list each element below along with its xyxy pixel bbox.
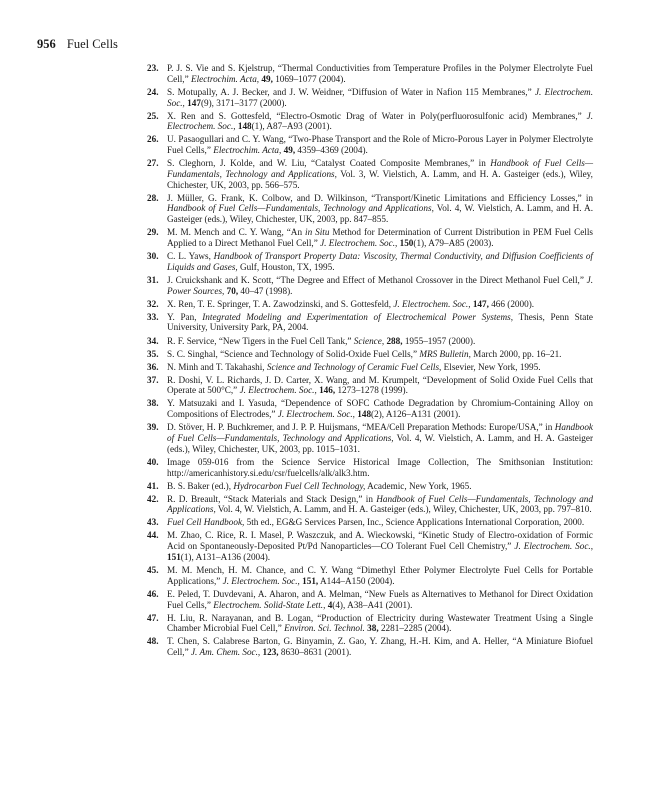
reference-text: S. Cleghorn, J. Kolde, and W. Liu, “Catalyst Coated Composite Membranes,” in (167, 158, 491, 169)
reference-title-italic: J. Power Sources, (167, 274, 593, 296)
reference-number: 28. (147, 192, 159, 203)
reference-number: 34. (147, 335, 159, 346)
reference-list (147, 63, 593, 660)
reference-number: 38. (147, 398, 159, 409)
reference-item (147, 589, 593, 611)
reference-text: 40–47 (1998). (238, 285, 293, 296)
reference-item (147, 111, 593, 133)
reference-item (147, 362, 593, 373)
reference-title-italic: Handbook of Transport Property Data: Viscosity, Thermal Conductivity, and Diffusion Coefficients of Liquids and Gases, (167, 251, 593, 272)
reference-text: Vol. 3, W. Vielstich, A. Lamm, and H. A. Gasteiger (eds.), Wiley, Chichester, UK, 2003, pp. 566–575. (167, 168, 593, 190)
reference-text: Vol. 4, W. Vielstich, A. Lamm, and H. A. Gasteiger (eds.), Wiley, Chichester, UK, 2003, pp. 1015–1031. (167, 433, 594, 454)
reference-text: Gulf, Houston, TX, 1995. (237, 261, 335, 272)
reference-text: B. S. Baker (ed.), (167, 480, 234, 491)
reference-text: M. M. Mench and C. Y. Wang, “An (167, 227, 306, 238)
reference-volume: 148 (357, 409, 372, 420)
reference-volume: 151, (302, 575, 319, 586)
reference-text: H. Liu, R. Narayanan, and B. Logan, “Production of Electricity during Wastewater Treatment Using a Single Chamber Microbial Fuel Cell,” (167, 612, 593, 634)
reference-item (147, 481, 593, 492)
reference-volume: 150 (399, 238, 414, 249)
reference-text: J. Müller, G. Frank, K. Colbow, and D. Wilkinson, “Transport/Kinetic Limitations and Efficiency Losses,” in (167, 192, 593, 203)
reference-text: M. Zhao, C. Rice, R. I. Masel, P. Waszczuk, and A. Wieckowski, “Kinetic Study of Electro-oxidation of Formic Acid on Spontaneously-Deposited Pt/Pd Nanoparticles—CO Tolerant Fuel Cell Chemistry,” (167, 530, 593, 552)
reference-text: Thesis, Penn State University, University Park, PA, 2004. (167, 311, 593, 333)
page-number: 956 (37, 37, 56, 51)
reference-item (147, 251, 593, 273)
reference-text: T. Chen, S. Calabrese Barton, G. Binyamin, Z. Gao, Y. Zhang, H.-H. Kim, and A. Heller, “A Miniature Biofuel Cell,” (167, 636, 593, 658)
reference-number: 37. (147, 374, 159, 385)
reference-text: (9), 3171–3177 (2000). (200, 97, 287, 108)
reference-title-italic: Science, (353, 335, 385, 346)
reference-number: 27. (147, 158, 159, 169)
reference-volume: 147 (187, 97, 201, 108)
reference-title-italic: Science and Technology of Ceramic Fuel Cells, (266, 361, 442, 372)
reference-text: 1273–1278 (1999). (335, 385, 408, 396)
reference-title-italic: J. Electrochem. Soc., (277, 409, 355, 420)
reference-number: 32. (147, 298, 159, 309)
reference-title-italic: Fuel Cell Handbook, (167, 517, 245, 528)
reference-title-italic: Environ. Sci. Technol. (284, 623, 365, 634)
reference-number: 24. (147, 86, 159, 97)
reference-text: 8630–8631 (2001). (278, 647, 352, 658)
reference-title-italic: Handbook of Fuel Cells—Fundamentals, Technology and Applications, (167, 493, 593, 515)
reference-item (147, 158, 593, 190)
reference-title-italic: J. Electrochem. Soc., (222, 575, 300, 586)
running-title: Fuel Cells (66, 37, 118, 51)
reference-item (147, 134, 593, 156)
reference-title-italic: MRS Bulletin, (419, 348, 471, 359)
reference-text: Vol. 4, W. Vielstich, A. Lamm, and H. A. Gasteiger (eds.), Wiley, Chichester, UK, 2003, pp. 797–810. (215, 504, 592, 515)
reference-text: S. C. Singhal, “Science and Technology of Solid-Oxide Fuel Cells,” (167, 348, 420, 359)
reference-text: 2281–2285 (2004). (378, 623, 452, 634)
reference-text: (1), A79–A85 (2003). (413, 238, 494, 249)
reference-title-italic: in Situ (305, 227, 330, 238)
reference-text: P. J. S. Vie and S. Kjelstrup, “Thermal Conductivities from Temperature Profiles in the Polymer Electrolyte Fuel Cell,” (167, 63, 593, 84)
reference-number: 46. (147, 588, 159, 599)
reference-number: 30. (147, 251, 159, 262)
reference-number: 23. (147, 63, 159, 73)
reference-volume: 288, (386, 335, 403, 346)
reference-text: 1069–1077 (2004). (272, 73, 346, 84)
reference-title-italic: J. Electrochem. Soc., (167, 110, 593, 132)
reference-number: 41. (147, 480, 159, 491)
reference-volume: 148 (237, 121, 252, 132)
reference-item (147, 530, 593, 562)
reference-number: 48. (147, 636, 159, 647)
reference-number: 39. (147, 422, 159, 433)
reference-text: Elsevier, New York, 1995. (441, 361, 541, 372)
reference-item (147, 398, 593, 420)
reference-title-italic: J. Electrochem. Soc., (393, 298, 471, 309)
reference-volume: 49, (283, 145, 296, 156)
reference-text: Y. Pan, (167, 311, 203, 322)
reference-number: 29. (147, 227, 159, 238)
reference-item (147, 422, 593, 454)
reference-text: N. Minh and T. Takahashi, (167, 361, 267, 372)
reference-text: U. Pasaogullari and C. Y. Wang, “Two-Phase Transport and the Role of Micro-Porous Layer in Polymer Electrolyte Fuel Cells,” (167, 134, 593, 156)
reference-item (147, 193, 593, 225)
reference-item (147, 375, 593, 397)
reference-item (147, 494, 593, 516)
reference-item (147, 87, 593, 109)
reference-item (147, 227, 593, 249)
reference-item (147, 299, 593, 310)
reference-text: R. F. Service, “New Tigers in the Fuel Cell Tank,” (167, 335, 354, 346)
reference-text: Image 059-016 from the Science Service Historical Image Collection, The Smithsonian Institution: http://americanhistory.si.edu/csr/fuelcells/alk/alk3.htm. (167, 456, 593, 478)
reference-item (147, 457, 593, 479)
reference-item (147, 565, 593, 587)
reference-text: Method for Determination of Current Distribution in PEM Fuel Cells Applied to a Direct Methanol Fuel Cell,” (167, 227, 593, 249)
reference-title-italic: Hydrocarbon Fuel Cell Technology, (233, 480, 366, 491)
reference-number: 42. (147, 493, 159, 504)
reference-item (147, 636, 593, 658)
reference-volume: 123, (262, 647, 279, 658)
reference-number: 25. (147, 110, 159, 121)
reference-item (147, 349, 593, 360)
reference-number: 40. (147, 456, 159, 467)
reference-title-italic: Integrated Modeling and Experimentation of Electrochemical Power Systems, (202, 311, 514, 322)
reference-item (147, 312, 593, 334)
reference-item (147, 275, 593, 297)
reference-text: (1), A131–A136 (2004). (180, 551, 271, 562)
reference-title-italic: J. Electrochem. Soc., (320, 238, 398, 249)
reference-number: 47. (147, 612, 159, 623)
reference-title-italic: J. Electrochem. Soc., (514, 541, 593, 552)
reference-text: X. Ren and S. Gottesfeld, “Electro-Osmotic Drag of Water in Poly(perfluorosulfonic acid) Membranes,” (167, 110, 587, 121)
reference-item (147, 613, 593, 635)
reference-title-italic: Handbook of Fuel Cells—Fundamentals, Technology and Applications, (167, 203, 434, 214)
reference-title-italic: Electrochim. Acta, (190, 73, 260, 84)
reference-text: R. Doshi, V. L. Richards, J. D. Carter, X. Wang, and M. Krumpelt, “Development of Solid Oxide Fuel Cells that Operate at 500°C,” (167, 374, 593, 396)
reference-text: 5th ed., EG&G Services Parsen, Inc., Science Applications International Corporation, 2000. (244, 517, 585, 528)
reference-text: 4359–4369 (2004). (295, 145, 368, 156)
reference-text: M. M. Mench, H. M. Chance, and C. Y. Wang “Dimethyl Ether Polymer Electrolyte Fuel Cells for Portable Applications,” (167, 565, 593, 586)
reference-volume: 70, (226, 285, 239, 296)
reference-volume: 4 (327, 599, 333, 610)
reference-volume: 38, (367, 623, 379, 634)
reference-title-italic: Handbook of Fuel Cells—Fundamentals, Technology and Applications, (167, 158, 593, 179)
reference-text: X. Ren, T. E. Springer, T. A. Zawodzinski, and S. Gottesfeld, (167, 298, 394, 309)
reference-number: 33. (147, 311, 159, 322)
reference-text: Vol. 4, W. Vielstich, A. Lamm, and H. A. Gasteiger (eds.), Wiley, Chichester, UK, 2003, pp. 847–855. (167, 203, 593, 225)
reference-number: 31. (147, 274, 159, 285)
reference-title-italic: J. Am. Chem. Soc., (190, 647, 261, 658)
reference-text: Y. Matsuzaki and I. Yasuda, “Dependence of SOFC Cathode Degradation by Chromium-Containing Alloy on Compositions of Electrodes,” (167, 398, 593, 420)
reference-title-italic: Electrochim. Acta, (213, 145, 282, 156)
reference-text: 1955–1957 (2000). (402, 335, 476, 346)
reference-volume: 146, (319, 385, 336, 396)
reference-number: 45. (147, 565, 159, 576)
reference-item (147, 63, 593, 85)
reference-text: J. Cruickshank and K. Scott, “The Degree and Effect of Methanol Crossover in the Direct Methanol Fuel Cell,” (167, 274, 587, 285)
reference-text: E. Peled, T. Duvdevani, A. Aharon, and A. Melman, “New Fuels as Alternatives to Methanol for Direct Oxidation Fuel Cells,” (167, 588, 593, 610)
reference-volume: 147, (472, 298, 489, 309)
reference-volume: 151 (167, 551, 181, 562)
reference-volume: 49, (261, 73, 273, 84)
reference-number: 44. (147, 530, 159, 541)
reference-text: D. Stöver, H. P. Buchkremer, and J. P. P. Huijsmans, “MEA/Cell Preparation Methods: Europe/USA,” in (167, 422, 555, 433)
reference-text: (4), A38–A41 (2001). (332, 599, 413, 610)
reference-text: (2), A126–A131 (2001). (371, 409, 461, 420)
reference-title-italic: Electrochem. Solid-State Lett., (213, 599, 326, 610)
reference-text: S. Motupally, A. J. Becker, and J. W. Weidner, “Diffusion of Water in Nafion 115 Membranes,” (167, 86, 535, 97)
reference-text: 466 (2000). (488, 298, 535, 309)
reference-text: A144–A150 (2004). (318, 575, 395, 586)
reference-number: 35. (147, 348, 159, 359)
reference-text: March 2000, pp. 16–21. (470, 348, 562, 359)
reference-number: 43. (147, 517, 159, 528)
reference-title-italic: Handbook of Fuel Cells—Fundamentals, Technology and Applications, (167, 422, 593, 443)
reference-number: 26. (147, 134, 159, 145)
reference-item (147, 336, 593, 347)
running-head (37, 37, 118, 52)
reference-title-italic: J. Electrochem. Soc., (167, 86, 593, 108)
reference-text: Academic, New York, 1965. (365, 480, 472, 491)
reference-text: C. L. Yaws, (167, 251, 214, 262)
reference-item (147, 517, 593, 528)
reference-title-italic: J. Electrochem. Soc., (239, 385, 317, 396)
reference-text: (1), A87–A93 (2001). (251, 121, 332, 132)
reference-number: 36. (147, 361, 159, 372)
reference-text: R. D. Breault, “Stack Materials and Stack Design,” in (167, 493, 377, 504)
